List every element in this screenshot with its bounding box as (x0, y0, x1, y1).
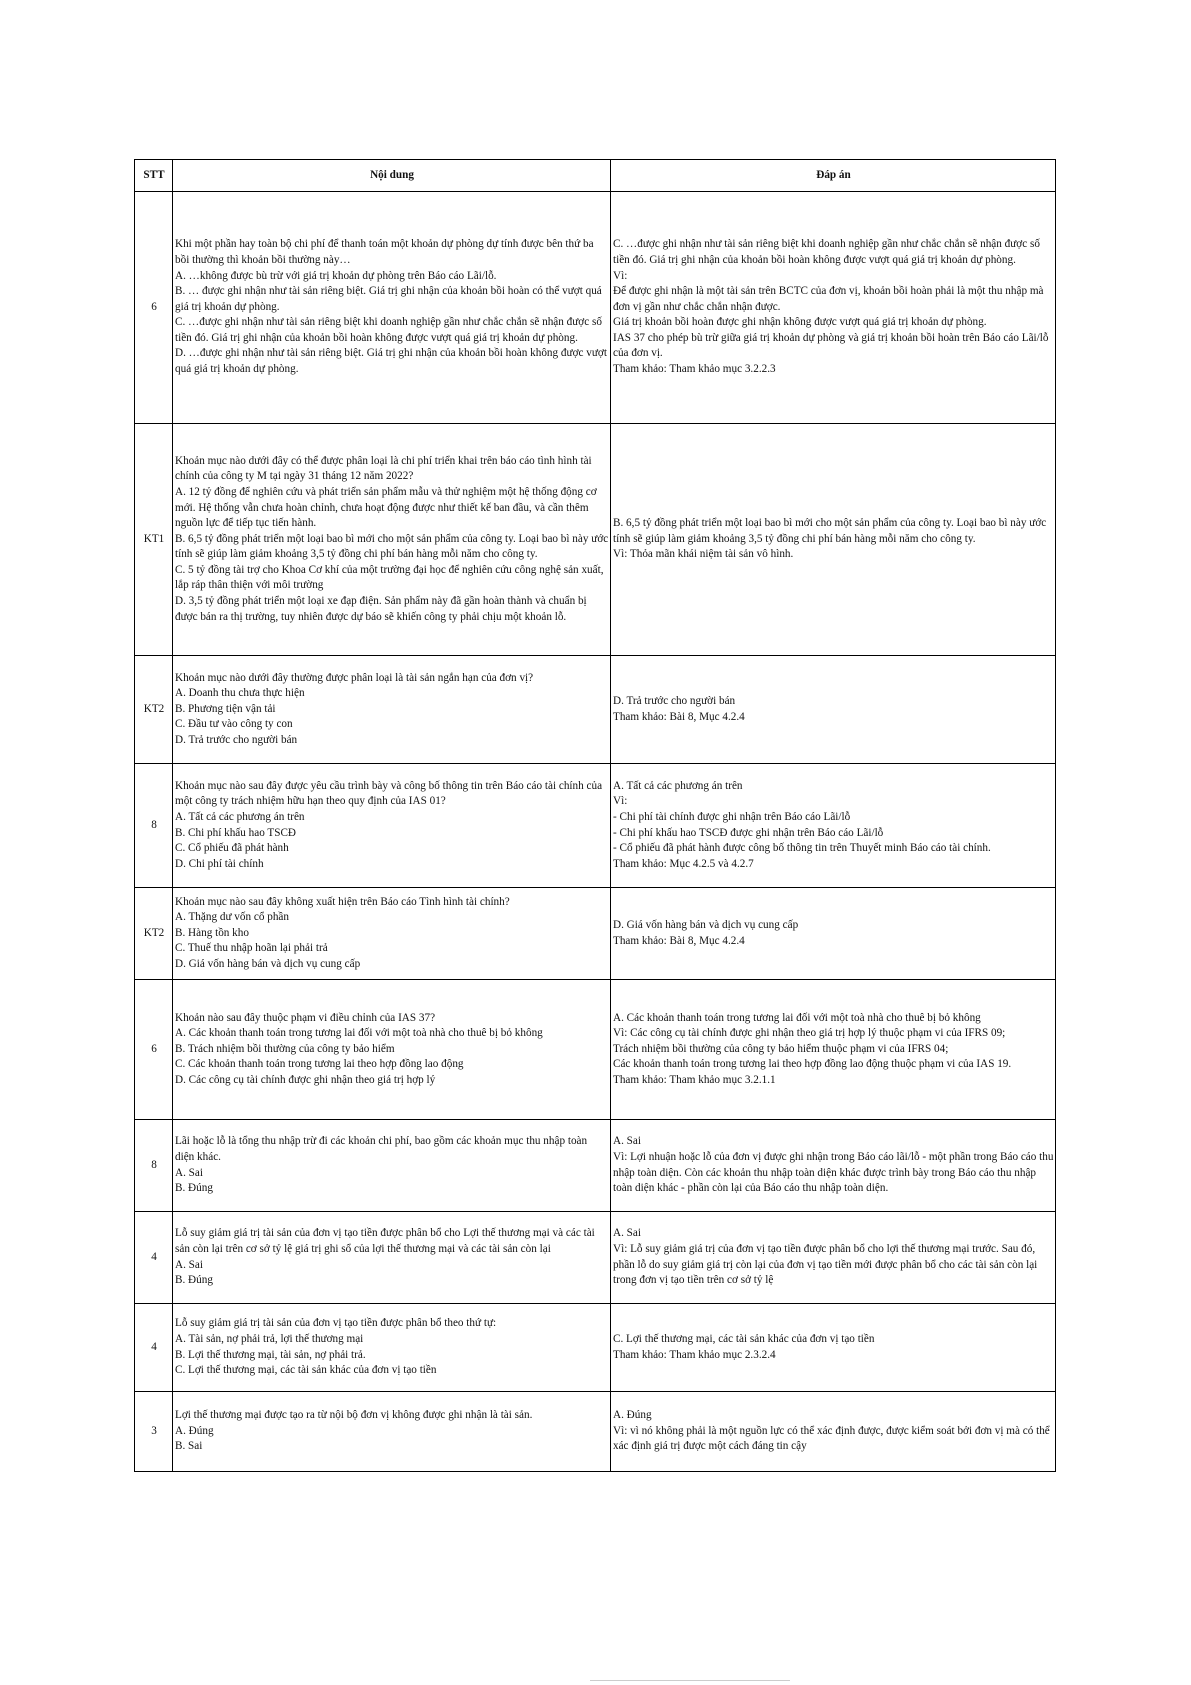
answer-choice: C. …được ghi nhận như tài sản riêng biệt khi doanh nghiệp gần như chắc chắn sẽ nhận được số tiền đó. Giá trị ghi nhận của khoản bồi hoàn không được vượt quá giá trị khoản dự phòng. (613, 238, 1040, 266)
row-stt: KT1 (135, 424, 173, 656)
question-text: Khoản nào sau đây thuộc phạm vi điều chỉnh của IAS 37? (175, 1011, 436, 1024)
question-text: Khoản mục nào dưới đây có thể được phân loại là chi phí triển khai trên báo cáo tình hình tài chính của công ty M tại ngày 31 tháng 12 năm 2022? (175, 454, 592, 483)
answer-explanation: Vì: (613, 795, 628, 808)
row-question-content (173, 764, 611, 888)
answer-explanation: Giá trị khoản bồi hoàn được ghi nhận không được vượt quá giá trị khoản dự phòng. (613, 316, 987, 329)
answer-choice: D. Giá vốn hàng bán và dịch vụ cung cấp (613, 918, 799, 931)
question-option: D. Trả trước cho người bán (175, 733, 298, 746)
question-option: A. Sai (175, 1258, 203, 1271)
row-answer (611, 192, 1056, 424)
row-answer (611, 980, 1056, 1120)
header-answer: Đáp án (611, 160, 1056, 192)
answer-choice: A. Sai (613, 1135, 641, 1148)
page-footer-divider (590, 1680, 790, 1681)
question-option: D. Giá vốn hàng bán và dịch vụ cung cấp (175, 957, 361, 970)
row-answer (611, 1120, 1056, 1212)
table-row (135, 1212, 1056, 1304)
question-option: C. Thuế thu nhập hoãn lại phải trả (175, 942, 328, 955)
answer-explanation: Tham khảo: Bài 8, Mục 4.2.4 (613, 934, 745, 947)
answer-explanation: Vì: Lợi nhuận hoặc lỗ của đơn vị được ghi nhận trong Báo cáo lãi/lỗ - một phần trong Báo cáo thu nhập toàn diện. Còn các khoản thu nhập toàn diện khác được trình bày trong Báo cáo thu nhập toàn diện khác - phần còn lại của Báo cáo thu nhập toàn diện. (613, 1150, 1054, 1195)
table-row (135, 1120, 1056, 1212)
row-question-content (173, 980, 611, 1120)
question-text: Khoản mục nào sau đây được yêu cầu trình bày và công bố thông tin trên Báo cáo tài chính của một công ty trách nhiệm hữu hạn theo quy định của IAS 01? (175, 779, 603, 808)
row-stt: KT2 (135, 888, 173, 980)
row-question-content (173, 1120, 611, 1212)
question-option: A. Tất cả các phương án trên (175, 810, 305, 823)
answer-explanation: Vì: Thỏa mãn khái niệm tài sản vô hình. (613, 548, 794, 561)
row-question-content (173, 1304, 611, 1392)
question-option: B. Trách nhiệm bồi thường của công ty bảo hiểm (175, 1042, 395, 1055)
question-option: B. Lợi thế thương mại, tài sản, nợ phải trả. (175, 1348, 366, 1361)
question-text: Khoản mục nào dưới đây thường được phân loại là tài sản ngắn hạn của đơn vị? (175, 671, 534, 684)
question-option: B. Chi phí khấu hao TSCĐ (175, 826, 296, 839)
table-row (135, 656, 1056, 764)
question-option: A. …không được bù trừ với giá trị khoản dự phòng trên Báo cáo Lãi/lỗ. (175, 269, 497, 282)
row-question-content (173, 888, 611, 980)
row-stt: 4 (135, 1212, 173, 1304)
answer-explanation: Trách nhiệm bồi thường của công ty bảo hiểm thuộc phạm vi của IFRS 04; (613, 1042, 949, 1055)
question-option: C. …được ghi nhận như tài sản riêng biệt khi doanh nghiệp gần như chắc chắn sẽ nhận được số tiền đó. Giá trị ghi nhận của khoản bồi hoàn không được vượt quá giá trị khoản dự phòng. (175, 316, 602, 344)
row-question-content (173, 424, 611, 656)
question-option: B. 6,5 tỷ đồng phát triển một loại bao bì mới cho một sản phẩm của công ty. Loại bao bì này ước tính sẽ giúp làm giảm khoảng 3,5 tỷ đồng chi phí bán hàng mỗi năm cho công ty. (175, 532, 609, 561)
header-content: Nội dung (173, 160, 611, 192)
answer-choice: A. Đúng (613, 1409, 652, 1422)
row-stt: 3 (135, 1392, 173, 1472)
question-option: A. Thặng dư vốn cổ phần (175, 911, 289, 924)
question-option: B. Phương tiện vận tải (175, 702, 276, 715)
answer-explanation: - Chi phí tài chính được ghi nhận trên Báo cáo Lãi/lỗ (613, 810, 851, 823)
question-option: B. Hàng tồn kho (175, 926, 249, 939)
answer-explanation: IAS 37 cho phép bù trừ giữa giá trị khoản dự phòng và giá trị khoản bồi hoàn trên Báo cáo Lãi/lỗ của đơn vị. (613, 331, 1049, 360)
question-option: B. Đúng (175, 1182, 213, 1195)
table-row (135, 192, 1056, 424)
answer-explanation: Vì: Các công cụ tài chính được ghi nhận theo giá trị hợp lý thuộc phạm vi của IFRS 09; (613, 1027, 1006, 1040)
answer-explanation: Tham khảo: Tham khảo mục 3.2.2.3 (613, 363, 776, 376)
question-option: A. Sai (175, 1166, 203, 1179)
answer-explanation: - Chi phí khấu hao TSCĐ được ghi nhận trên Báo cáo Lãi/lỗ (613, 826, 884, 839)
row-stt: 8 (135, 764, 173, 888)
table-body (135, 192, 1056, 1472)
row-question-content (173, 1212, 611, 1304)
answer-explanation: Tham khảo: Tham khảo mục 3.2.1.1 (613, 1073, 776, 1086)
answer-choice: D. Trả trước cho người bán (613, 694, 736, 707)
answer-choice: C. Lợi thế thương mại, các tài sản khác của đơn vị tạo tiền (613, 1332, 875, 1345)
question-option: C. Cổ phiếu đã phát hành (175, 842, 289, 855)
question-option: B. Sai (175, 1440, 203, 1453)
table-row (135, 980, 1056, 1120)
row-answer (611, 424, 1056, 656)
question-option: A. Các khoản thanh toán trong tương lai đối với một toà nhà cho thuê bị bỏ không (175, 1027, 543, 1040)
row-answer (611, 656, 1056, 764)
row-answer (611, 1304, 1056, 1392)
answer-explanation: Các khoản thanh toán trong tương lai theo hợp đồng lao động thuộc phạm vi của IAS 19. (613, 1058, 1012, 1071)
question-option: C. 5 tỷ đồng tài trợ cho Khoa Cơ khí của một trường đại học để nghiên cứu công nghệ sản xuất, lắp ráp thân thiện với môi trường (175, 563, 604, 592)
table-row (135, 1392, 1056, 1472)
row-answer (611, 1212, 1056, 1304)
table-header-row (135, 160, 1056, 192)
row-question-content (173, 656, 611, 764)
row-stt: 6 (135, 980, 173, 1120)
table-row (135, 888, 1056, 980)
question-text: Lợi thế thương mại được tạo ra từ nội bộ đơn vị không được ghi nhận là tài sản. (175, 1409, 533, 1422)
row-stt: 4 (135, 1304, 173, 1392)
answer-choice: A. Sai (613, 1227, 641, 1240)
answer-explanation: Vì: (613, 269, 628, 282)
answer-choice: A. Tất cả các phương án trên (613, 779, 743, 792)
row-answer (611, 1392, 1056, 1472)
row-question-content (173, 192, 611, 424)
question-option: C. Lợi thế thương mại, các tài sản khác của đơn vị tạo tiền (175, 1364, 437, 1377)
question-option: A. Doanh thu chưa thực hiện (175, 687, 305, 700)
question-option: A. 12 tỷ đồng để nghiên cứu và phát triển sản phẩm mẫu và thử nghiệm một hệ thống động cơ mới. Hệ thống vẫn chưa hoàn chỉnh, chưa hoạt động được như thiết kế ban đầu, và cần thêm nguồn lực để tiếp tục tiến hành. (175, 485, 597, 530)
question-option: B. … được ghi nhận như tài sản riêng biệt. Giá trị ghi nhận của khoản bồi hoàn có thể vượt quá giá trị khoản dự phòng. (175, 285, 602, 313)
row-answer (611, 888, 1056, 980)
question-option: A. Đúng (175, 1424, 214, 1437)
question-option: B. Đúng (175, 1274, 213, 1287)
answer-choice: A. Các khoản thanh toán trong tương lai đối với một toà nhà cho thuê bị bỏ không (613, 1011, 981, 1024)
row-answer (611, 764, 1056, 888)
question-option: A. Tài sản, nợ phải trả, lợi thế thương mại (175, 1332, 364, 1345)
row-stt: KT2 (135, 656, 173, 764)
question-answer-table (134, 159, 1056, 1472)
row-stt: 8 (135, 1120, 173, 1212)
question-option: D. Các công cụ tài chính được ghi nhận theo giá trị hợp lý (175, 1073, 436, 1086)
question-text: Lãi hoặc lỗ là tổng thu nhập trừ đi các khoản chi phí, bao gồm các khoản mục thu nhập toàn diện khác. (175, 1135, 588, 1163)
table-row (135, 424, 1056, 656)
answer-explanation: Để được ghi nhận là một tài sản trên BCTC của đơn vị, khoản bồi hoàn phải là một thu nhập mà đơn vị gần như chắc chắn nhận được. (613, 285, 1044, 313)
header-stt: STT (135, 160, 173, 192)
row-question-content (173, 1392, 611, 1472)
question-text: Lỗ suy giảm giá trị tài sản của đơn vị tạo tiền được phân bổ theo thứ tự: (175, 1317, 497, 1330)
question-option: D. …được ghi nhận như tài sản riêng biệt. Giá trị ghi nhận của khoản bồi hoàn không được vượt quá giá trị khoản dự phòng. (175, 347, 607, 376)
answer-choice: B. 6,5 tỷ đồng phát triển một loại bao bì mới cho một sản phẩm của công ty. Loại bao bì này ước tính sẽ giúp làm giảm khoảng 3,5 tỷ đồng chi phí bán hàng mỗi năm cho công ty. (613, 517, 1047, 545)
question-option: C. Các khoản thanh toán trong tương lai theo hợp đồng lao động (175, 1058, 464, 1071)
question-text: Khi một phần hay toàn bộ chi phí để thanh toán một khoản dự phòng dự tính được bên thứ ba bồi thường thì khoản bồi thường này… (175, 238, 594, 266)
table-row (135, 1304, 1056, 1392)
answer-explanation: Vì: vì nó không phải là một nguồn lực có thể xác định được, được kiểm soát bởi đơn vị mà có thể xác định giá trị được một cách đáng tin cậy (613, 1424, 1050, 1453)
answer-explanation: - Cổ phiếu đã phát hành được công bố thông tin trên Thuyết minh Báo cáo tài chính. (613, 842, 991, 855)
answer-explanation: Tham khảo: Mục 4.2.5 và 4.2.7 (613, 857, 754, 870)
question-option: C. Đầu tư vào công ty con (175, 718, 293, 731)
row-stt: 6 (135, 192, 173, 424)
question-option: D. Chi phí tài chính (175, 857, 264, 870)
answer-explanation: Tham khảo: Bài 8, Mục 4.2.4 (613, 710, 745, 723)
answer-explanation: Vì: Lỗ suy giảm giá trị của đơn vị tạo tiền được phân bổ cho lợi thế thương mại trước. Sau đó, phần lỗ do suy giảm giá trị còn lại của đơn vị tạo tiền mới được phân bổ cho các tài sản còn lại trong đơn vị tạo tiền trên cơ sở tỷ lệ (613, 1242, 1038, 1287)
question-option: D. 3,5 tỷ đồng phát triển một loại xe đạp điện. Sản phẩm này đã gần hoàn thành và chuẩn bị được bán ra thị trường, tuy nhiên được dự báo sẽ khiến công ty phải chịu một khoản lỗ. (175, 595, 587, 623)
answer-explanation: Tham khảo: Tham khảo mục 2.3.2.4 (613, 1348, 776, 1361)
question-text: Khoản mục nào sau đây không xuất hiện trên Báo cáo Tình hình tài chính? (175, 895, 510, 908)
question-text: Lỗ suy giảm giá trị tài sản của đơn vị tạo tiền được phân bổ cho Lợi thế thương mại và các tài sản còn lại trên cơ sở tỷ lệ giá trị ghi sổ của lợi thế thương mại và các tài sản còn lại (175, 1227, 595, 1255)
table-row (135, 764, 1056, 888)
